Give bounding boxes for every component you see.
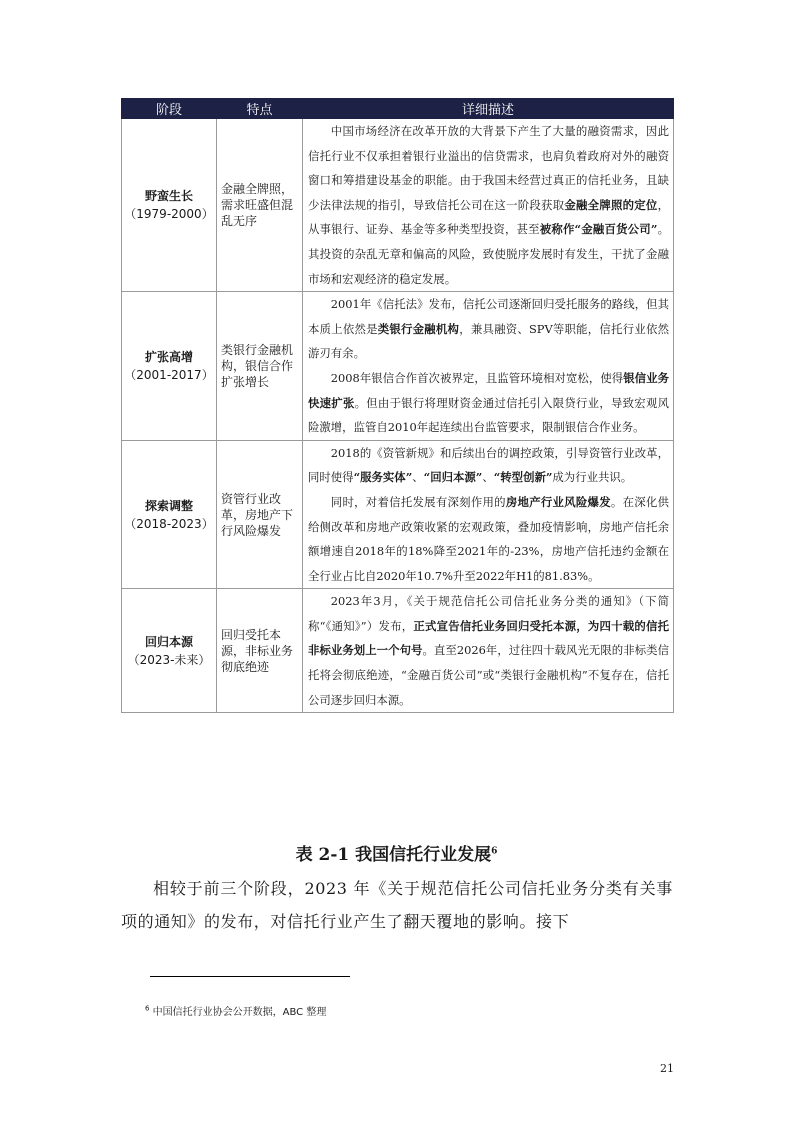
stage-cell <box>122 589 217 713</box>
stage-name: 探索调整 <box>144 498 193 513</box>
body-paragraph-text: 相较于前三个阶段，2023 年《关于规范信托公司信托业务分类有关事项的通知》的发布，对信托行业产生了翻天覆地的影响。接下 <box>121 879 673 931</box>
table-header-row <box>122 99 674 119</box>
header-description: 详细描述 <box>303 99 674 119</box>
description-cell: 中国市场经济在改革开放的大背景下产生了大量的融资需求，因此信托行业不仅承担着银行业溢出的信贷需求，也肩负着政府对外的融资窗口和筹措建设基金的职能。由于我国未经营过真正的信托业务，且缺少法律法规的指引，导致信托公司在这一阶段获取金融全牌照的定位，从事银行、证券、基金等多种类型投资，甚至被称作“金融百货公司”。其投资的杂乱无章和偏高的风险，致使脱序发展时有发生，干扰了金融市场和宏观经济的稳定发展。 <box>303 119 674 292</box>
footnote-text: 中国信托行业协会公开数据，ABC 整理 <box>152 1007 327 1018</box>
description-cell: 2001年《信托法》发布，信托公司逐渐回归受托服务的路线，但其本质上依然是类银行金融机构，兼具融资、SPV等职能，信托行业依然游刃有余。 2008年银信合作首次被界定，且监管环境相对宽松，使得银信业务快速扩张。但由于银行将理财资金通过信托引入限贷行业，导致宏观风险激增，监管自2010年起连续出台监管要求，限制银信合作业务。 <box>303 292 674 441</box>
stage-years: （2001-2017） <box>124 367 214 382</box>
stage-cell <box>122 292 217 441</box>
body-paragraph <box>121 872 673 938</box>
table-row <box>122 589 674 713</box>
stage-cell <box>122 440 217 589</box>
header-feature: 特点 <box>217 99 303 119</box>
stage-years: （1979-2000） <box>124 207 214 222</box>
footnote-mark: 6 <box>145 1004 150 1013</box>
trust-development-table <box>121 98 674 713</box>
stage-cell <box>122 119 217 292</box>
header-stage: 阶段 <box>122 99 217 119</box>
feature-cell: 金融全牌照，需求旺盛但混乱无序 <box>217 119 303 292</box>
table-row <box>122 292 674 441</box>
footnote <box>145 1003 326 1018</box>
description-cell: 2023年3月，《关于规范信托公司信托业务分类的通知》（下简称“《通知》”）发布，正式宣告信托业务回归受托本源，为四十载的信托非标业务划上一个句号。直至2026年，过往四十载风光无限的非标类信托将会彻底绝迹，“金融百货公司”或“类银行金融机构”不复存在，信托公司逐步回归本源。 <box>303 589 674 713</box>
caption-footnote-mark: 6 <box>491 846 498 857</box>
caption-text: 表 2-1 我国信托行业发展 <box>295 845 492 865</box>
stage-name: 回归本源 <box>144 634 193 649</box>
feature-cell: 资管行业改革，房地产下行风险爆发 <box>217 440 303 589</box>
stage-name: 扩张高增 <box>144 349 193 364</box>
feature-cell: 回归受托本源，非标业务彻底绝迹 <box>217 589 303 713</box>
feature-cell: 类银行金融机构，银信合作扩张增长 <box>217 292 303 441</box>
page-number: 21 <box>660 1062 674 1075</box>
table-caption <box>0 840 793 865</box>
table-row <box>122 440 674 589</box>
footnote-divider <box>150 976 350 977</box>
table-row <box>122 119 674 292</box>
description-cell: 2018的《资管新规》和后续出台的调控政策，引导资管行业改革，同时使得“服务实体”、“回归本源”、“转型创新”成为行业共识。 同时，对着信托发展有深刻作用的房地产行业风险爆发。在深化供给侧改革和房地产政策收紧的宏观政策，叠加疫情影响，房地产信托余额增速自2018年的18%降至2021年的-23%，房地产信托违约金额在全行业占比自2020年10.7%升至2022年H1的81.83%。 <box>303 440 674 589</box>
stage-name: 野蛮生长 <box>144 189 193 204</box>
stage-years: （2023-未来） <box>127 652 211 667</box>
stage-years: （2018-2023） <box>124 516 214 531</box>
